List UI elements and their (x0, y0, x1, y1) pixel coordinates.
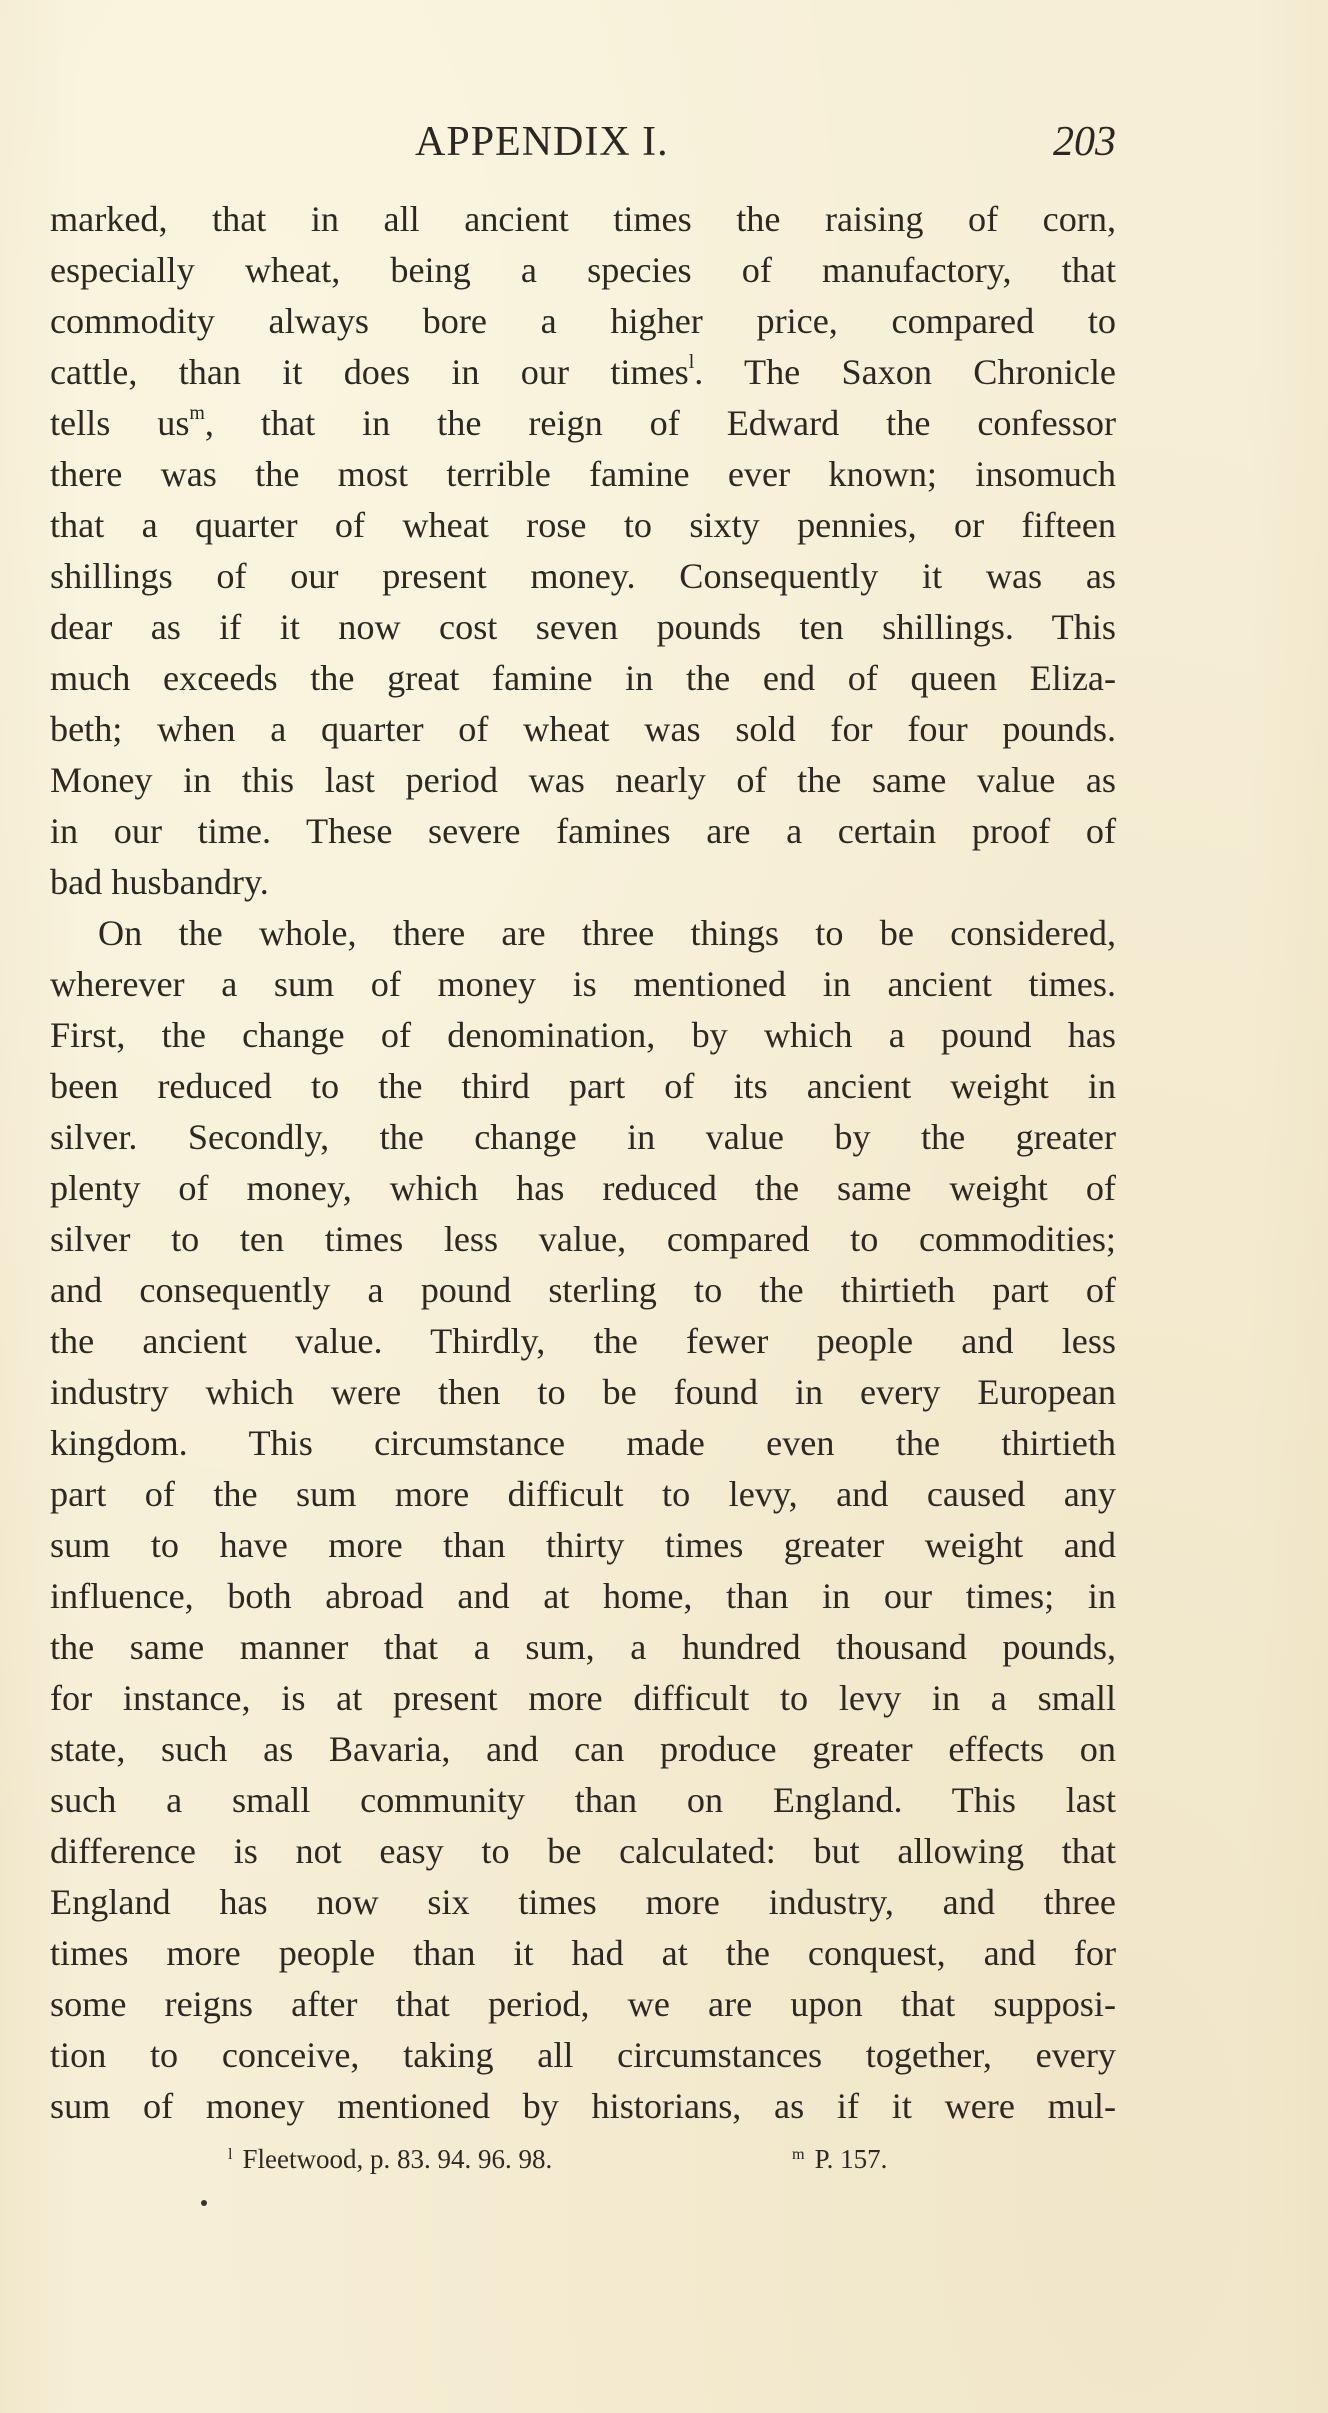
text-line: the ancient value. Thirdly, the fewer people and less (50, 1321, 1116, 1361)
text-line: commodity always bore a higher price, compared to (50, 301, 1116, 341)
text-line: especially wheat, being a species of manufactory, that (50, 250, 1116, 290)
text-line: the same manner that a sum, a hundred thousand pounds, (50, 1627, 1116, 1667)
text-line: silver to ten times less value, compared to commodities; (50, 1219, 1116, 1259)
text-line: bad husbandry. (50, 862, 269, 902)
text-line: Money in this last period was nearly of the same value as (50, 760, 1116, 800)
text-segment: cattle, than it does in our times (50, 352, 689, 392)
text-line: and consequently a pound sterling to the thirtieth part of (50, 1270, 1116, 1310)
text-line: tion to conceive, taking all circumstances together, every (50, 2035, 1116, 2075)
text-line: beth; when a quarter of wheat was sold for four pounds. (50, 709, 1116, 749)
text-line: plenty of money, which has reduced the same weight of (50, 1168, 1116, 1208)
text-line: industry which were then to be found in every European (50, 1372, 1116, 1412)
text-line (50, 398, 1116, 449)
book-page (50, 118, 1116, 2184)
footnote-mark: l (228, 2145, 233, 2164)
text-line: influence, both abroad and at home, than in our times; in (50, 1576, 1116, 1616)
text-line: times more people than it had at the conquest, and for (50, 1933, 1116, 1973)
text-line: kingdom. This circumstance made even the thirtieth (50, 1423, 1116, 1463)
text-line: marked, that in all ancient times the raising of corn, (50, 199, 1116, 239)
text-line (50, 347, 1116, 398)
footnote-l (228, 2144, 552, 2175)
text-line: wherever a sum of money is mentioned in ancient times. (50, 964, 1116, 1004)
text-line: On the whole, there are three things to be considered, (98, 913, 1116, 953)
text-line: much exceeds the great famine in the end of queen Eliza- (50, 658, 1116, 698)
text-line: silver. Secondly, the change in value by the greater (50, 1117, 1116, 1157)
body-text (50, 194, 1116, 2132)
footnote-mark: m (792, 2145, 805, 2164)
footnote-text: P. 157. (814, 2144, 888, 2174)
text-line: difference is not easy to be calculated: but allowing that (50, 1831, 1116, 1871)
footnotes (50, 2144, 1116, 2184)
text-line: such a small community than on England. This last (50, 1780, 1116, 1820)
text-line: in our time. These severe famines are a certain proof of (50, 811, 1116, 851)
text-line: sum to have more than thirty times greater weight and (50, 1525, 1116, 1565)
text-line: there was the most terrible famine ever known; insomuch (50, 454, 1116, 494)
text-line: First, the change of denomination, by which a pound has (50, 1015, 1116, 1055)
text-line: that a quarter of wheat rose to sixty pennies, or fifteen (50, 505, 1116, 545)
footnote-text: Fleetwood, p. 83. 94. 96. 98. (242, 2144, 553, 2174)
text-line: been reduced to the third part of its ancient weight in (50, 1066, 1116, 1106)
text-line: part of the sum more difficult to levy, and caused any (50, 1474, 1116, 1514)
text-line: state, such as Bavaria, and can produce greater effects on (50, 1729, 1116, 1769)
text-line: sum of money mentioned by historians, as if it were mul- (50, 2086, 1116, 2126)
note-reference: m (189, 401, 205, 424)
running-head (50, 118, 1116, 182)
text-segment: . The Saxon Chronicle (694, 352, 1116, 392)
running-title: APPENDIX I. (415, 119, 669, 165)
footnote-m (792, 2144, 887, 2175)
page-number: 203 (1053, 119, 1116, 165)
note-reference: l (688, 350, 695, 373)
text-line: shillings of our present money. Consequently it was as (50, 556, 1116, 596)
text-line: some reigns after that period, we are upon that supposi- (50, 1984, 1116, 2024)
text-segment: tells us (50, 403, 190, 443)
text-line: for instance, is at present more difficult to levy in a small (50, 1678, 1116, 1718)
text-segment: , that in the reign of Edward the confessor (204, 403, 1116, 443)
text-line: dear as if it now cost seven pounds ten shillings. This (50, 607, 1116, 647)
text-line: England has now six times more industry, and three (50, 1882, 1116, 1922)
paper-speck (201, 2200, 207, 2206)
